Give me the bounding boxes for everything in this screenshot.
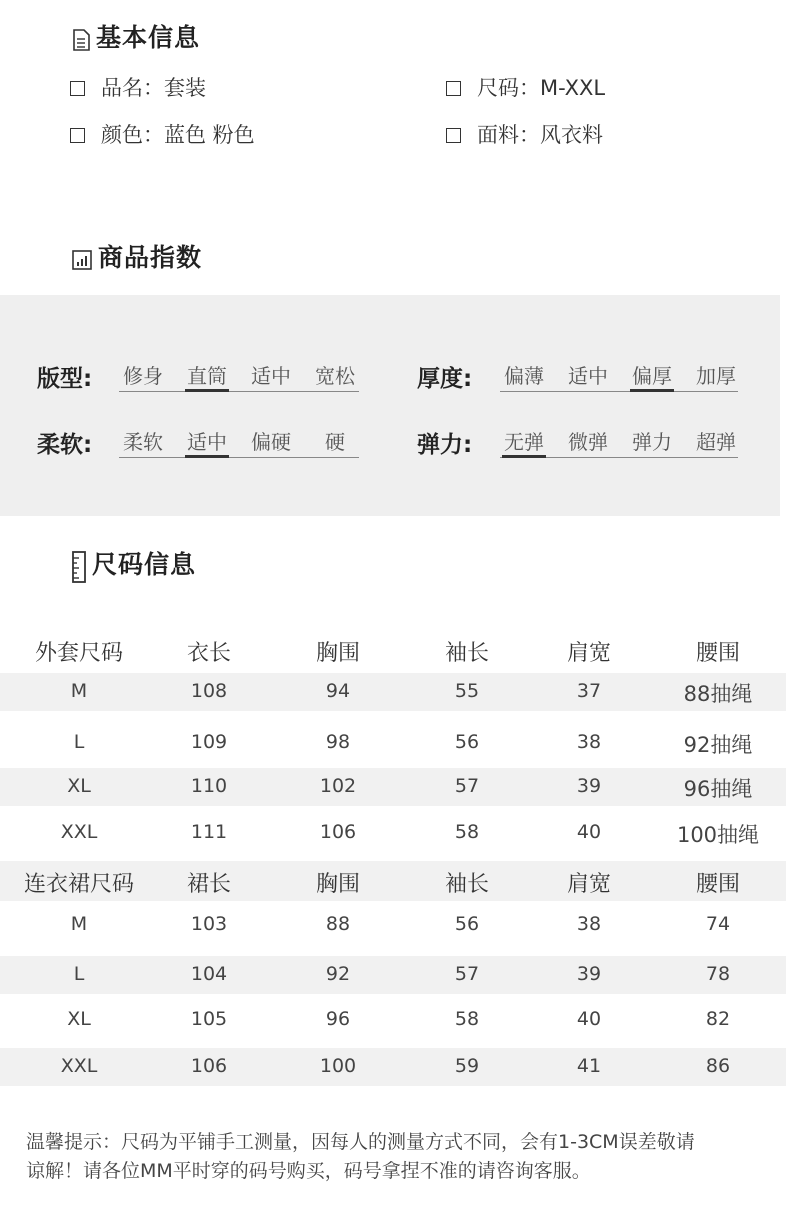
option-fit-loose: 宽松	[315, 364, 355, 388]
table-cell: 110	[190, 775, 228, 797]
table-cell: 103	[190, 913, 228, 935]
table-cell: XL	[67, 775, 91, 797]
header-cell: 肩宽	[566, 872, 612, 897]
table-cell: 55	[454, 680, 480, 702]
table-cell: 94	[325, 680, 351, 702]
selected-marker	[185, 455, 229, 458]
table-cell: 102	[319, 775, 357, 797]
table-cell: 100抽绳	[676, 823, 760, 847]
table-cell: 82	[705, 1008, 731, 1030]
table-cell: M	[70, 680, 88, 702]
table-cell: 56	[454, 731, 480, 753]
info-label: 尺码：M-XXL	[477, 76, 606, 100]
header-cell: 胸围	[315, 872, 361, 897]
table-cell: 78	[705, 963, 731, 985]
index-panel	[0, 295, 780, 516]
index-label-elasticity: 弹力:	[417, 432, 473, 458]
option-thickness-extra: 加厚	[696, 364, 736, 388]
table-cell: 86	[705, 1055, 731, 1077]
header-cell: 袖长	[444, 641, 490, 666]
index-label-softness: 柔软:	[37, 432, 93, 458]
option-fit-straight: 直筒	[187, 364, 227, 388]
info-item-name	[70, 72, 206, 102]
option-softness-stiff: 偏硬	[251, 430, 291, 454]
table-cell: 38	[576, 731, 602, 753]
index-label-fit: 版型:	[37, 366, 93, 392]
table-cell: 106	[319, 821, 357, 843]
option-softness-medium: 适中	[187, 430, 227, 454]
option-elasticity-super: 超弹	[696, 430, 736, 454]
table-cell: 58	[454, 1008, 480, 1030]
option-thickness-thin: 偏薄	[504, 364, 544, 388]
table-cell: 109	[190, 731, 228, 753]
table-row	[0, 906, 786, 944]
info-item-color	[70, 119, 255, 149]
table-cell: 59	[454, 1055, 480, 1077]
table-cell: M	[70, 913, 88, 935]
checkbox-icon	[446, 81, 461, 96]
checkbox-icon	[446, 128, 461, 143]
table-cell: 100	[319, 1055, 357, 1077]
dress-table-header	[0, 861, 786, 901]
size-info-heading	[72, 545, 196, 587]
table-row	[0, 1048, 786, 1086]
index-title: 商品指数	[98, 243, 203, 272]
info-item-fabric	[446, 119, 603, 149]
table-cell: 39	[576, 775, 602, 797]
option-fit-slim: 修身	[123, 364, 163, 388]
note-line: 温馨提示：尺码为平铺手工测量，因每人的测量方式不同，会有1-3CM误差敬请	[26, 1131, 695, 1153]
header-cell: 肩宽	[566, 641, 612, 666]
selected-marker	[502, 455, 546, 458]
table-cell: 106	[190, 1055, 228, 1077]
option-thickness-medium: 适中	[568, 364, 608, 388]
table-cell: XXL	[60, 1055, 98, 1077]
table-cell: 37	[576, 680, 602, 702]
header-cell: 腰围	[695, 641, 741, 666]
size-info-title: 尺码信息	[92, 550, 197, 579]
header-cell: 衣长	[186, 641, 232, 666]
bar-chart-icon	[72, 250, 92, 274]
table-cell: 105	[190, 1008, 228, 1030]
table-row	[0, 956, 786, 994]
table-cell: 58	[454, 821, 480, 843]
scale-line	[119, 391, 359, 392]
option-softness-soft: 柔软	[123, 430, 163, 454]
header-cell: 裙长	[186, 872, 232, 897]
table-cell: 88	[325, 913, 351, 935]
table-cell: 104	[190, 963, 228, 985]
header-cell: 外套尺码	[34, 641, 124, 666]
table-cell: 57	[454, 963, 480, 985]
table-cell: 88抽绳	[683, 682, 753, 706]
option-thickness-thick: 偏厚	[632, 364, 672, 388]
table-cell: 38	[576, 913, 602, 935]
header-cell: 腰围	[695, 872, 741, 897]
option-elasticity-elastic: 弹力	[632, 430, 672, 454]
table-cell: 108	[190, 680, 228, 702]
selected-marker	[185, 389, 229, 392]
coat-table-header	[0, 634, 786, 668]
basic-info-title: 基本信息	[96, 23, 201, 52]
document-icon	[72, 29, 90, 55]
table-row	[0, 814, 786, 852]
table-row	[0, 1001, 786, 1039]
checkbox-icon	[70, 81, 85, 96]
table-cell: XXL	[60, 821, 98, 843]
option-elasticity-none: 无弹	[504, 430, 544, 454]
checkbox-icon	[70, 128, 85, 143]
table-cell: 41	[576, 1055, 602, 1077]
scale-line	[119, 457, 359, 458]
info-label: 面料：风衣料	[477, 123, 603, 147]
table-row	[0, 724, 786, 762]
info-label: 品名：套装	[101, 76, 206, 100]
note-line: 谅解！请各位MM平时穿的码号购买，码号拿捏不准的请咨询客服。	[26, 1160, 591, 1182]
option-fit-medium: 适中	[251, 364, 291, 388]
info-label: 颜色：蓝色 粉色	[101, 123, 255, 147]
table-cell: 111	[190, 821, 228, 843]
table-cell: 74	[705, 913, 731, 935]
table-cell: 56	[454, 913, 480, 935]
scale-line	[500, 391, 738, 392]
table-cell: 96	[325, 1008, 351, 1030]
table-cell: L	[73, 963, 85, 985]
size-note	[26, 1128, 766, 1186]
index-label-thickness: 厚度:	[417, 366, 473, 392]
table-cell: 40	[576, 821, 602, 843]
table-cell: L	[73, 731, 85, 753]
index-heading	[72, 238, 202, 274]
header-cell: 袖长	[444, 872, 490, 897]
table-row	[0, 673, 786, 711]
table-cell: 40	[576, 1008, 602, 1030]
header-cell: 胸围	[315, 641, 361, 666]
option-elasticity-slight: 微弹	[568, 430, 608, 454]
table-row	[0, 768, 786, 806]
ruler-icon	[72, 551, 86, 587]
table-cell: 92抽绳	[683, 733, 753, 757]
table-cell: 39	[576, 963, 602, 985]
table-cell: 96抽绳	[683, 777, 753, 801]
basic-info-heading	[72, 18, 200, 55]
info-item-size	[446, 72, 605, 102]
option-softness-hard: 硬	[325, 430, 345, 454]
table-cell: XL	[67, 1008, 91, 1030]
table-cell: 98	[325, 731, 351, 753]
table-cell: 92	[325, 963, 351, 985]
table-cell: 57	[454, 775, 480, 797]
selected-marker	[630, 389, 674, 392]
header-cell: 连衣裙尺码	[23, 872, 135, 897]
